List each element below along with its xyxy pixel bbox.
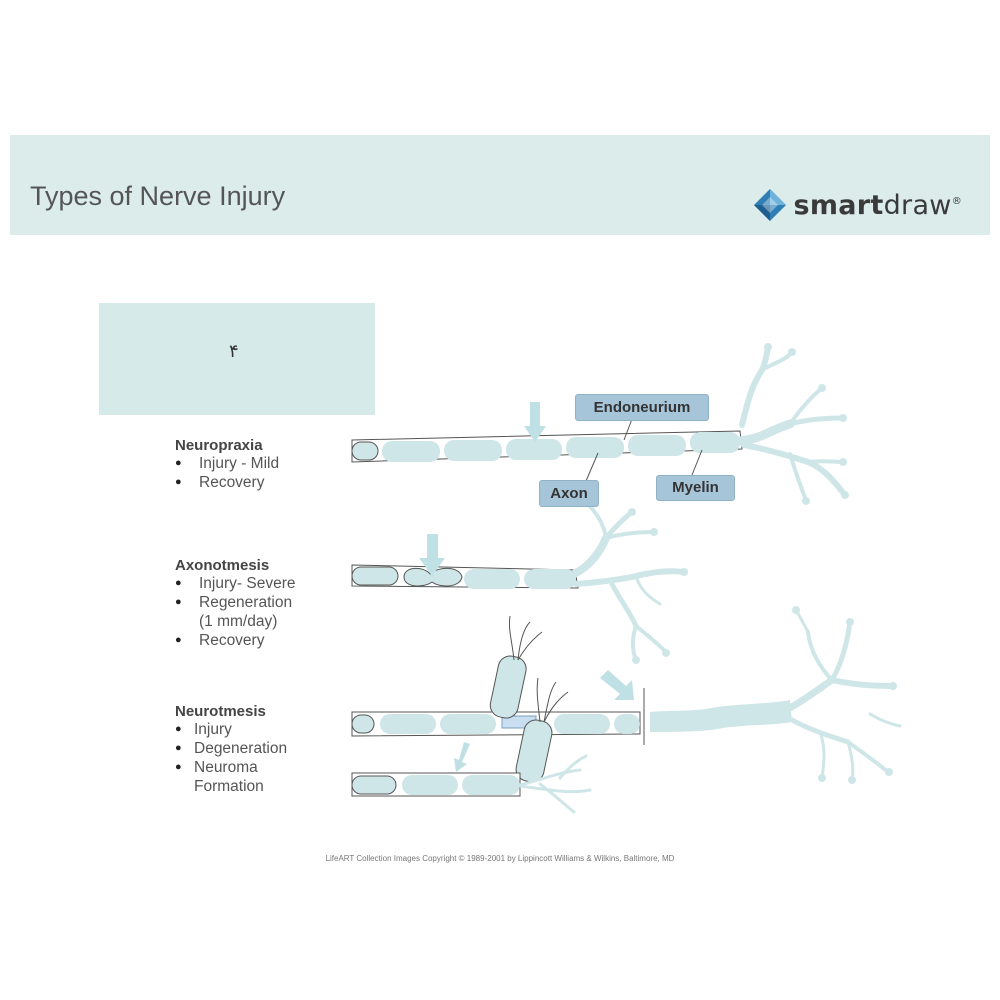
section-heading: Neuropraxia — [175, 437, 263, 454]
section-list — [175, 574, 295, 650]
page-title: Types of Nerve Injury — [30, 181, 286, 211]
list-item-text: Regeneration — [199, 594, 293, 611]
list-item-continuation — [175, 777, 287, 796]
logo-word-smart: smart — [793, 189, 884, 221]
list-item-text: Injury- Severe — [199, 575, 296, 592]
list-item — [175, 720, 287, 739]
placeholder-glyph: ۴ — [229, 341, 239, 362]
label-myelin: Myelin — [656, 475, 735, 501]
bullet-icon: ● — [175, 634, 182, 646]
list-item-continuation — [175, 612, 295, 631]
list-item-text: Injury - Mild — [199, 455, 280, 472]
section-neurotmesis — [175, 703, 287, 796]
logo-word-draw: draw — [883, 189, 952, 221]
list-item-text: (1 mm/day) — [199, 613, 278, 630]
list-item — [175, 758, 287, 777]
section-axonotmesis — [175, 557, 295, 650]
list-item-text: Injury — [194, 721, 232, 738]
list-item — [175, 473, 279, 492]
bullet-icon: ● — [175, 577, 182, 589]
bullet-icon: ● — [175, 723, 182, 735]
bullet-icon: ● — [175, 742, 182, 754]
list-item — [175, 454, 279, 473]
copyright-footer: LifeART Collection Images Copyright © 1989-2001 by Lippincott Williams & Wilkins, Baltimore, MD — [325, 854, 675, 863]
neurotmesis-nerve — [352, 606, 900, 812]
neuropraxia-nerve — [352, 343, 849, 505]
axonotmesis-nerve — [352, 498, 688, 664]
bullet-icon: ● — [175, 476, 182, 488]
list-item-text: Degeneration — [194, 740, 288, 757]
list-item-text: Neuroma — [194, 759, 258, 776]
list-item — [175, 574, 295, 593]
bullet-icon: ● — [175, 761, 182, 773]
list-item-text: Recovery — [199, 474, 265, 491]
section-neuropraxia — [175, 437, 279, 492]
logo-trademark: ® — [951, 195, 962, 207]
list-item-text: Formation — [194, 778, 264, 795]
section-heading: Neurotmesis — [175, 703, 266, 720]
label-axon: Axon — [539, 480, 599, 507]
list-item — [175, 631, 295, 650]
bullet-icon: ● — [175, 457, 182, 469]
section-list — [175, 720, 287, 796]
list-item — [175, 739, 287, 758]
list-item — [175, 593, 295, 612]
bullet-icon: ● — [175, 596, 182, 608]
label-endoneurium: Endoneurium — [575, 394, 709, 421]
section-list — [175, 454, 279, 492]
section-heading: Axonotmesis — [175, 557, 270, 574]
list-item-text: Recovery — [199, 632, 265, 649]
